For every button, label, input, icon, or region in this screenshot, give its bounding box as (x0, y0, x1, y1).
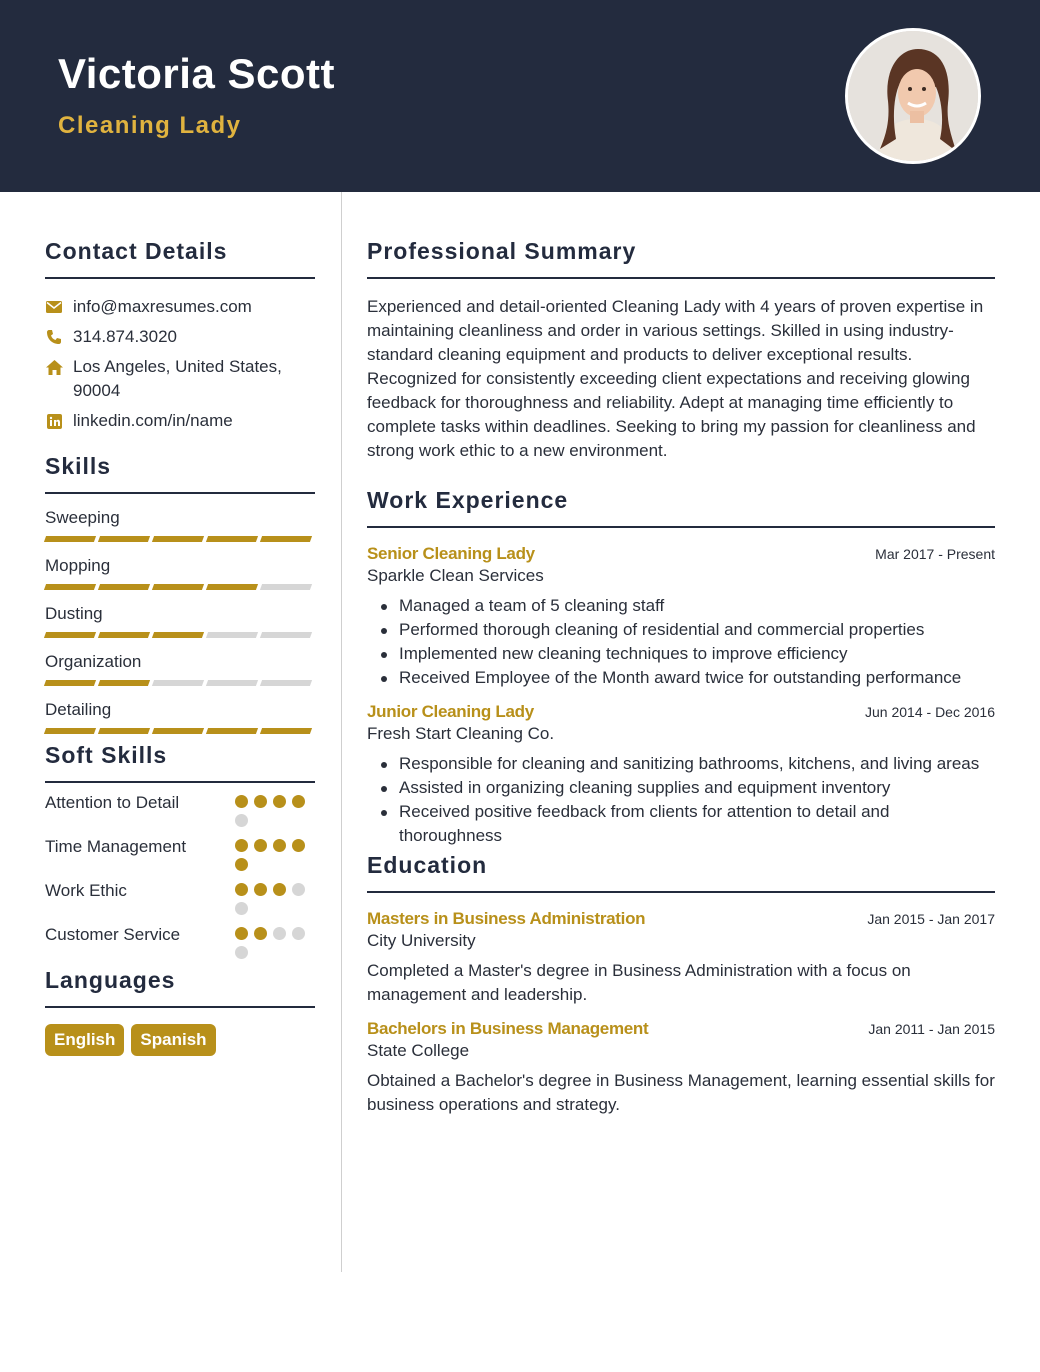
skill-item (45, 652, 315, 686)
skill-level-bar (45, 536, 315, 542)
soft-skill-name: Customer Service (45, 925, 181, 944)
soft-skill-rating (235, 835, 315, 871)
school-name: City University (367, 931, 476, 950)
skill-level-segment (44, 728, 96, 734)
skill-level-segment (260, 680, 312, 686)
candidate-title: Cleaning Lady (58, 112, 242, 139)
job-bullet: Received positive feedback from clients for attention to detail and thoroughness (399, 800, 995, 848)
skill-level-segment (98, 728, 150, 734)
skill-level-segment (260, 584, 312, 590)
rating-dot (235, 927, 248, 940)
languages-section (45, 967, 315, 1056)
rating-dot (235, 883, 248, 896)
candidate-name: Victoria Scott (58, 50, 335, 97)
rating-dot (254, 927, 267, 940)
skill-level-segment (206, 632, 258, 638)
skill-level-segment (152, 728, 204, 734)
rating-dot (235, 795, 248, 808)
skills-list (45, 508, 315, 734)
education-entry (367, 1019, 995, 1117)
skill-name: Organization (45, 652, 142, 671)
skill-name: Mopping (45, 556, 111, 575)
skill-item (45, 604, 315, 638)
skill-level-segment (152, 680, 204, 686)
skill-item (45, 556, 315, 590)
skill-level-segment (98, 536, 150, 542)
job-date: Jun 2014 - Dec 2016 (865, 704, 995, 720)
skill-level-segment (44, 632, 96, 638)
soft-skill-rating (235, 923, 315, 959)
contact-linkedin-text: linkedin.com/in/name (73, 411, 233, 430)
skill-level-segment (152, 536, 204, 542)
job-bullet: Assisted in organizing cleaning supplies and equipment inventory (399, 776, 995, 800)
education-date: Jan 2015 - Jan 2017 (867, 911, 995, 927)
skill-level-segment (98, 632, 150, 638)
job-bullets (367, 594, 995, 690)
skill-level-bar (45, 584, 315, 590)
soft-skill-item (45, 835, 315, 871)
skill-name: Sweeping (45, 508, 120, 527)
skill-item (45, 700, 315, 734)
soft-skill-name: Work Ethic (45, 881, 127, 900)
skill-level-segment (44, 680, 96, 686)
language-badge: Spanish (131, 1024, 215, 1056)
rating-dot (235, 946, 248, 959)
rating-dot (273, 839, 286, 852)
soft-skill-rating (235, 791, 315, 827)
rating-dot (273, 883, 286, 896)
experience-heading: Work Experience (367, 487, 995, 528)
job-entry (367, 702, 995, 848)
soft-skill-item (45, 923, 315, 959)
skill-level-segment (44, 536, 96, 542)
phone-icon (45, 325, 63, 349)
job-bullets (367, 752, 995, 848)
rating-dot (254, 883, 267, 896)
rating-dot (292, 795, 305, 808)
rating-dot (235, 839, 248, 852)
education-heading: Education (367, 852, 995, 893)
job-bullet: Responsible for cleaning and sanitizing bathrooms, kitchens, and living areas (399, 752, 995, 776)
profile-photo (845, 28, 981, 164)
skill-level-segment (206, 728, 258, 734)
rating-dot (292, 927, 305, 940)
contact-heading: Contact Details (45, 238, 315, 279)
job-bullet: Performed thorough cleaning of residential and commercial properties (399, 618, 995, 642)
summary-text: Experienced and detail-oriented Cleaning Lady with 4 years of proven expertise in maintaining cleanliness and order in various settings. Skilled in using industry-standard cleaning equipment and products to deliver exceptional results. Recognized for consistently exceeding client expectations and receiving glowing feedback for thoroughness and reliability. Adept at managing time efficiently to complete tasks within deadlines. Seeking to bring my passion for cleanliness and strong work ethic to a new environment. (367, 297, 984, 460)
skill-level-segment (206, 584, 258, 590)
rating-dot (292, 839, 305, 852)
soft-skill-rating (235, 879, 315, 915)
skill-level-segment (260, 728, 312, 734)
rating-dot (235, 814, 248, 827)
contact-email-text: info@maxresumes.com (73, 297, 252, 316)
job-bullet: Managed a team of 5 cleaning staff (399, 594, 995, 618)
skill-name: Dusting (45, 604, 103, 623)
soft-skill-item (45, 879, 315, 915)
rating-dot (235, 902, 248, 915)
skills-section (45, 453, 315, 734)
job-date: Mar 2017 - Present (875, 546, 995, 562)
skill-level-segment (206, 536, 258, 542)
soft-skills-list (45, 791, 315, 959)
education-date: Jan 2011 - Jan 2015 (868, 1021, 995, 1037)
summary-section (367, 238, 995, 463)
job-entry (367, 544, 995, 690)
skill-level-bar (45, 680, 315, 686)
degree-title: Masters in Business Administration (367, 909, 646, 928)
education-section (367, 852, 995, 1117)
degree-title: Bachelors in Business Management (367, 1019, 649, 1038)
skill-level-segment (152, 632, 204, 638)
soft-skill-name: Time Management (45, 837, 187, 856)
soft-skill-item (45, 791, 315, 827)
left-column (45, 192, 315, 1056)
rating-dot (273, 927, 286, 940)
skills-heading: Skills (45, 453, 315, 494)
languages-heading: Languages (45, 967, 315, 1008)
contact-email[interactable] (45, 295, 315, 319)
contact-list (45, 295, 315, 433)
rating-dot (292, 883, 305, 896)
skill-level-segment (98, 680, 150, 686)
home-icon (45, 355, 63, 379)
skill-item (45, 508, 315, 542)
skill-name: Detailing (45, 700, 112, 719)
right-column (367, 192, 995, 1117)
education-description: Completed a Master's degree in Business Administration with a focus on management and leadership. (367, 961, 911, 1004)
job-title: Junior Cleaning Lady (367, 702, 534, 721)
soft-skill-name: Attention to Detail (45, 793, 180, 812)
job-company: Fresh Start Cleaning Co. (367, 724, 555, 743)
rating-dot (254, 795, 267, 808)
soft-skills-section (45, 742, 315, 959)
education-description: Obtained a Bachelor's degree in Business Management, learning essential skills for business operations and strategy. (367, 1071, 995, 1114)
languages-list (45, 1024, 315, 1056)
linkedin-icon (45, 409, 63, 433)
job-title: Senior Cleaning Lady (367, 544, 535, 563)
skill-level-segment (206, 680, 258, 686)
experience-section (367, 487, 995, 848)
contact-address (45, 355, 315, 403)
skill-level-bar (45, 728, 315, 734)
rating-dot (273, 795, 286, 808)
rating-dot (235, 858, 248, 871)
resume-header (0, 0, 1040, 192)
skill-level-segment (260, 536, 312, 542)
job-company: Sparkle Clean Services (367, 566, 544, 585)
job-bullet: Implemented new cleaning techniques to improve efficiency (399, 642, 995, 666)
skill-level-segment (152, 584, 204, 590)
contact-section (45, 238, 315, 433)
profile-portrait-icon (848, 31, 981, 164)
skill-level-bar (45, 632, 315, 638)
soft-skills-heading: Soft Skills (45, 742, 315, 783)
education-entry (367, 909, 995, 1007)
contact-phone-text: 314.874.3020 (73, 327, 177, 346)
skill-level-segment (44, 584, 96, 590)
contact-linkedin[interactable] (45, 409, 315, 433)
job-bullet: Received Employee of the Month award twice for outstanding performance (399, 666, 995, 690)
contact-address-text: Los Angeles, United States, 90004 (73, 357, 282, 400)
language-badge: English (45, 1024, 124, 1056)
skill-level-segment (260, 632, 312, 638)
rating-dot (254, 839, 267, 852)
summary-heading: Professional Summary (367, 238, 995, 279)
school-name: State College (367, 1041, 470, 1060)
contact-phone[interactable] (45, 325, 315, 349)
skill-level-segment (98, 584, 150, 590)
envelope-icon (45, 295, 63, 319)
column-divider (341, 192, 342, 1272)
